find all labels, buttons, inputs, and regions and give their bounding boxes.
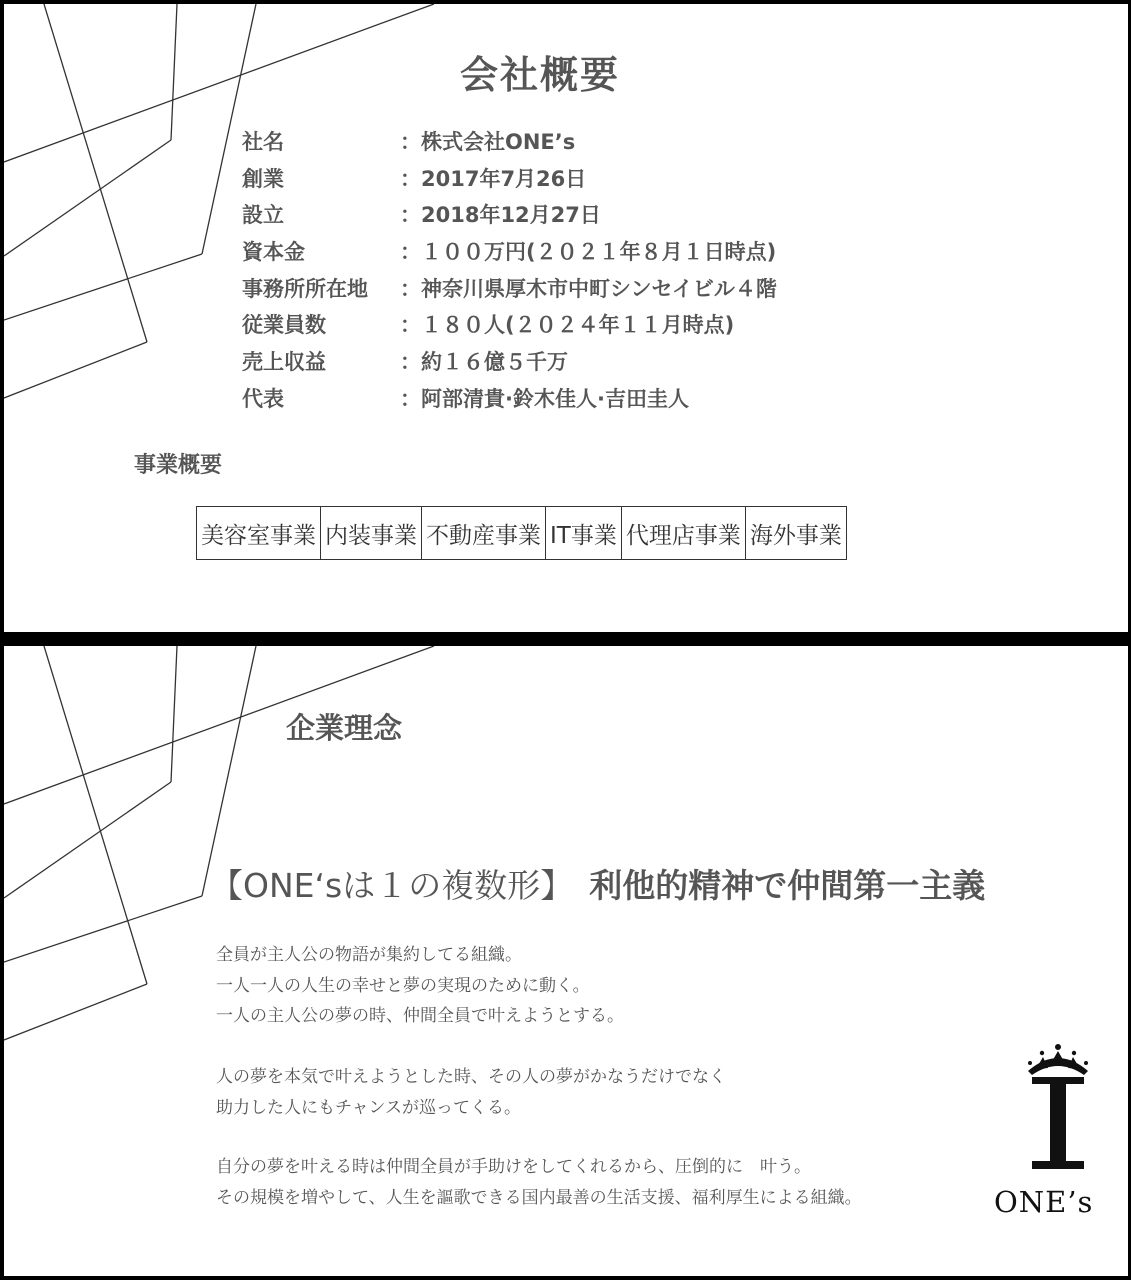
info-value: ：１８０人(２０２４年１１月時点) bbox=[400, 313, 735, 338]
company-overview-slide bbox=[4, 4, 1128, 632]
info-label: 代表 bbox=[242, 386, 284, 411]
info-value: ：2017年7月26日 bbox=[400, 166, 587, 191]
paragraph-line: 助力した人にもチャンスが巡ってくる。 bbox=[216, 1097, 521, 1118]
info-value: ：2018年12月27日 bbox=[400, 203, 601, 228]
business-cell: 不動産事業 bbox=[422, 507, 546, 560]
philosophy-slide bbox=[4, 646, 1128, 1276]
company-logo bbox=[988, 1041, 1128, 1231]
info-label: 創業 bbox=[242, 166, 284, 191]
info-label: 設立 bbox=[242, 203, 284, 228]
business-cell: 海外事業 bbox=[745, 507, 846, 560]
info-label: 売上収益 bbox=[242, 350, 326, 375]
business-heading: 事業概要 bbox=[134, 453, 223, 478]
info-label: 社名 bbox=[242, 130, 284, 154]
business-row bbox=[197, 507, 847, 560]
paragraph-line: 全員が主人公の物語が集約してる組織。 bbox=[216, 945, 522, 965]
info-label: 事務所所在地 bbox=[242, 276, 368, 301]
paragraph-line: 人の夢を本気で叶えようとした時、その人の夢がかなうだけでなく bbox=[216, 1067, 726, 1087]
motto bbox=[210, 860, 985, 907]
motto-main: 利他的精神で仲間第一主義 bbox=[589, 866, 986, 905]
philosophy-title: 企業理念 bbox=[286, 711, 403, 745]
paragraph-line: 一人一人の人生の幸せと夢の実現のために動く。 bbox=[216, 975, 590, 996]
info-value: ：１００万円(２０２１年８月１日時点) bbox=[400, 240, 777, 265]
paragraph-line: 自分の夢を叶える時は仲間全員が手助けをしてくれるから、圧倒的に 叶う。 bbox=[216, 1157, 811, 1177]
info-label: 資本金 bbox=[242, 240, 305, 265]
paragraph-line: 一人の主人公の夢の時、仲間全員で叶えようとする。 bbox=[216, 1006, 624, 1026]
info-value: ：阿部清貴·鈴木佳人·吉田圭人 bbox=[400, 386, 689, 411]
business-table bbox=[196, 506, 847, 560]
info-value: ：株式会社ONE’s bbox=[400, 130, 576, 154]
page-title: 会社概要 bbox=[459, 53, 620, 97]
business-cell: 美容室事業 bbox=[197, 507, 321, 560]
philosophy-paragraph bbox=[216, 1062, 726, 1123]
philosophy-paragraph bbox=[216, 1152, 862, 1213]
info-label: 従業員数 bbox=[242, 313, 326, 338]
paragraph-line: その規模を増やして、人生を謳歌できる国内最善の生活支援、福利厚生による組織。 bbox=[216, 1187, 862, 1208]
motto-prefix: 【ONE‘sは１の複数形】 bbox=[210, 866, 574, 905]
philosophy-paragraph bbox=[216, 940, 624, 1032]
logo-text: ONE’s bbox=[994, 1185, 1094, 1219]
business-cell: 内装事業 bbox=[321, 507, 422, 560]
business-cell: IT事業 bbox=[546, 507, 622, 560]
info-value: ：神奈川県厚木市中町シンセイビル４階 bbox=[400, 276, 777, 301]
info-value: ：約１６億５千万 bbox=[400, 350, 568, 375]
business-cell: 代理店事業 bbox=[621, 507, 745, 560]
